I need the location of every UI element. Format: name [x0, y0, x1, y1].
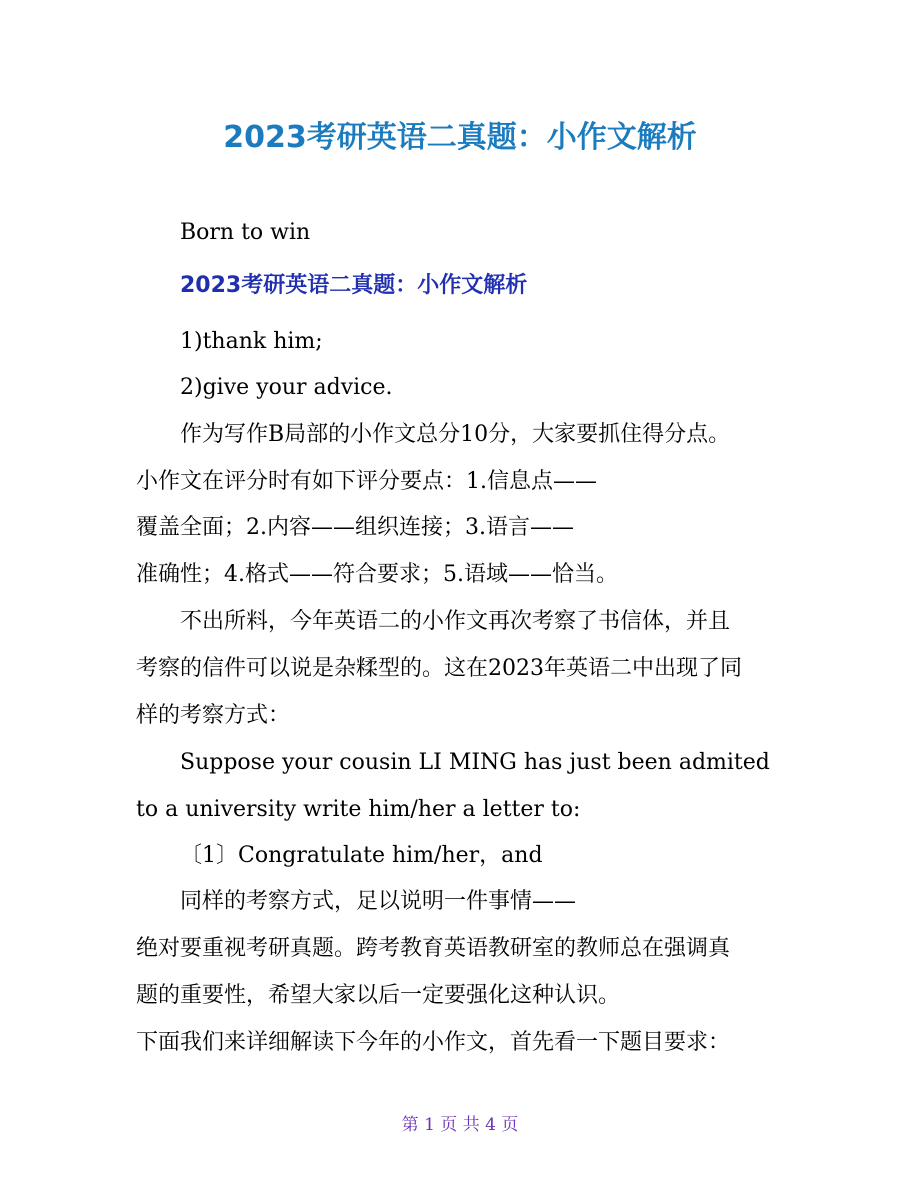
paragraph-line: 准确性；4.格式——符合要求；5.语域——恰当。 [136, 562, 618, 587]
section-heading: 2023考研英语二真题：小作文解析 [180, 273, 528, 298]
paragraph-line: 覆盖全面；2.内容——组织连接；3.语言—— [136, 515, 574, 540]
paragraph-line: 〔1〕Congratulate him/her，and [180, 843, 543, 868]
paragraph-line: 不出所料，今年英语二的小作文再次考察了书信体，并且 [180, 609, 731, 634]
paragraph-line: 小作文在评分时有如下评分要点：1.信息点—— [136, 469, 597, 494]
paragraph-line: 题的重要性，希望大家以后一定要强化这种认识。 [136, 983, 621, 1008]
paragraph-line: 2)give your advice. [180, 375, 393, 400]
paragraph-line: 考察的信件可以说是杂糅型的。这在2023年英语二中出现了同 [136, 656, 742, 681]
paragraph-line: 绝对要重视考研真题。跨考教育英语教研室的教师总在强调真 [136, 936, 731, 961]
paragraph-line: to a university write him/her a letter to: [136, 797, 581, 822]
paragraph-line: 下面我们来详细解读下今年的小作文，首先看一下题目要求： [136, 1030, 731, 1055]
paragraph-line: 同样的考察方式，足以说明一件事情—— [180, 889, 577, 914]
paragraph-line: 样的考察方式： [136, 703, 291, 728]
paragraph-line: Born to win [180, 220, 311, 245]
page-number-footer: 第 1 页 共 4 页 [401, 1115, 519, 1135]
document-title: 2023考研英语二真题：小作文解析 [223, 120, 697, 155]
paragraph-line: Suppose your cousin LI MING has just been admited [180, 750, 770, 775]
paragraph-line: 作为写作B局部的小作文总分10分，大家要抓住得分点。 [180, 422, 731, 447]
paragraph-line: 1)thank him; [180, 329, 323, 354]
